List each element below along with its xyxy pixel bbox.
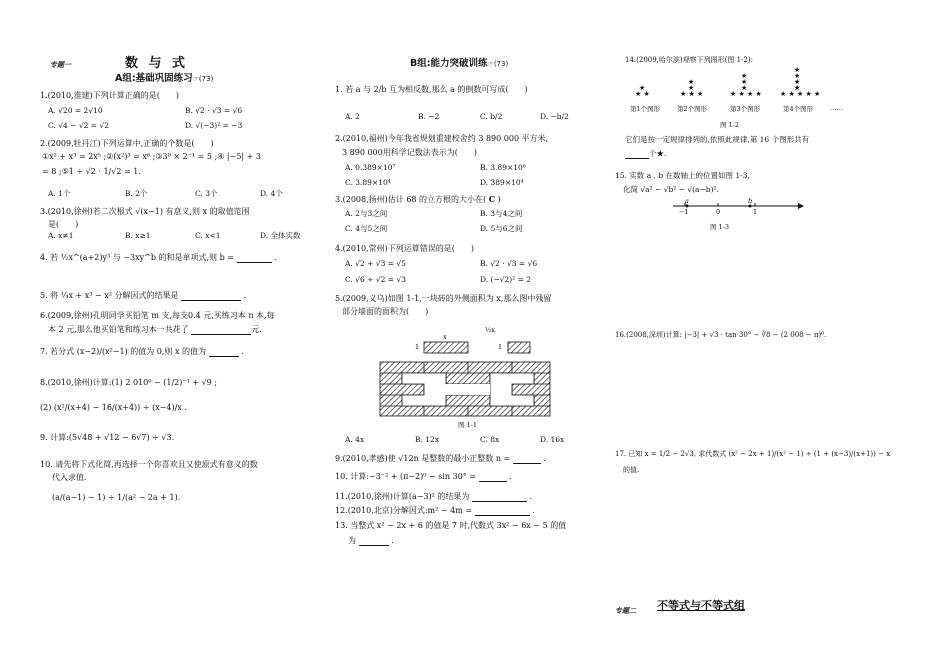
question-16: 16.(2008,深圳)计算: |−3| + √3 · tan 30° − ∛8 − (2 008 − π)⁰. <box>615 331 827 339</box>
ellipsis: …… <box>830 104 843 112</box>
star-figure-label: 第4个图形 <box>783 105 814 113</box>
svg-text:★ ★ ★: ★ ★ ★ <box>680 90 704 98</box>
question-8-part-2: (2) (x²/(x+4) − 16/(x+4)) ÷ (x−4)/x . <box>40 403 187 412</box>
option-c: C. x<1 <box>195 231 221 240</box>
question-2: 2.(2010,福州)今年我省规划重建校舍约 3 890 000 平方米, <box>335 134 549 143</box>
svg-text:★: ★ <box>741 72 748 80</box>
option-d: D. 4个 <box>260 189 283 198</box>
brick-x-label: x <box>443 333 447 341</box>
question-10: 10. 计算:−3⁻² + (π−2)⁰ − sin 30° = . <box>335 472 512 481</box>
section-2-title: 不等式与不等式组 <box>657 599 745 612</box>
question-12: 12.(2010,北京)分解因式:m² − 4m = . <box>335 506 535 515</box>
question-5: 5. 将 ¼x + x³ − x² 分解因式的结果是 . <box>40 291 247 300</box>
question-15: 15. 实数 a , b 在数轴上的位置如图 1-3, <box>615 171 750 180</box>
svg-text:★: ★ <box>794 66 801 74</box>
question-3-line-2: 是( ) <box>48 220 79 229</box>
question-5: 5.(2009,义乌)如图 1-1,一块砖的外侧面积为 x,那么图中残留 <box>335 294 552 303</box>
question-13-line-2: 为 . <box>348 536 394 545</box>
brick-half-label: ½x <box>485 326 495 334</box>
svg-text:★ ★ ★ ★: ★ ★ ★ ★ <box>730 90 762 98</box>
star-pattern-figure <box>630 66 860 106</box>
question-14-line-2: 它们是按一定规律排列的,依照此规律,第 16 个图形共有 <box>625 135 810 144</box>
svg-text:★: ★ <box>741 78 748 86</box>
question-1: 1.(2010,淮建)下列计算正确的是( ) <box>40 91 180 100</box>
question-13: 13. 当整式 x² − 2x + 6 的值是 7 时,代数式 3x² − 6x − 5 的值 <box>335 521 567 530</box>
option-c: C. 3个 <box>195 189 218 198</box>
option-b: B. 12x <box>415 435 440 444</box>
question-17-line-2: 的值. <box>623 466 640 474</box>
option-a: A. 0.389×10⁷ <box>345 163 396 172</box>
option-b: B. √2 · √3 = √6 <box>480 259 538 268</box>
option-d: D. 全体实数 <box>260 231 301 240</box>
option-a: A. 2与3之间 <box>345 209 388 218</box>
option-b: B. x≥1 <box>125 231 151 240</box>
brick-one-label: 1 <box>415 343 420 351</box>
svg-text:★ ★: ★ ★ <box>635 90 650 98</box>
question-10-expression: (a/(a−1) − 1) ÷ 1/(a² − 2a + 1). <box>52 493 181 502</box>
star-figure-label: 第3个图形 <box>730 105 761 113</box>
star-figure-label: 第2个图形 <box>677 105 708 113</box>
figure-caption: 图 1-3 <box>710 223 730 231</box>
svg-text:★ ★ ★ ★ ★: ★ ★ ★ ★ ★ <box>780 90 821 98</box>
option-b: B. 2个 <box>125 189 148 198</box>
question-15-line-2: 化简 √a² − √b² − √(a−b)². <box>623 185 719 194</box>
axis-point-b: b <box>748 197 753 205</box>
question-2-line-2: 3 890 000用科学记数法表示为( ) <box>342 148 477 157</box>
svg-text:★: ★ <box>794 84 801 92</box>
option-b: B. √2 · √3 = √6 <box>185 106 243 115</box>
svg-text:★: ★ <box>688 78 695 86</box>
section-label: 专题一 <box>50 60 71 69</box>
question-9: 9. 计算:(5√48 + √12 − 6√7) ÷ √3. <box>40 433 175 442</box>
option-b: B. 3与4之间 <box>480 209 523 218</box>
question-3: 3.(2008,扬州)估计 68 的立方根的大小在( C ) <box>335 194 501 204</box>
axis-tick-label: 1 <box>753 208 758 216</box>
question-14: 14.(2009,哈尔滨)观察下列图形(图 1-2): <box>625 56 753 64</box>
question-5-line-2: 部分墙面的面积为( ) <box>342 307 429 316</box>
question-9: 9.(2010,孝感)使 √12n 是整数的最小正整数 n = . <box>335 454 546 463</box>
question-4: 4. 若 ½x^(a+2)y³ 与 −3xy^b 的和是单项式,则 b = . <box>40 253 277 262</box>
group-b-title: B组:能力突破训练☞(73) <box>410 58 509 69</box>
figure-caption: 图 1-2 <box>720 121 740 129</box>
option-d: D. 389×10⁴ <box>480 178 524 187</box>
section-label: 专题二 <box>615 606 636 615</box>
question-10: 10. 请先将下式化简,再选择一个你喜欢且又使原式有意义的数 <box>40 460 258 469</box>
option-a: A. 4x <box>345 435 365 444</box>
option-a: A. x≠1 <box>48 231 74 240</box>
question-2-line-3: = 8 ;⑤1 ÷ √2 · 1/√2 = 1. <box>42 167 141 176</box>
question-1: 1. 若 a 与 2/b 互为相反数,那么 a 的倒数可写成( ) <box>335 85 528 94</box>
axis-tick-label: −1 <box>679 208 689 216</box>
axis-point-a: a <box>685 197 689 205</box>
option-d: D. √(−3)² = −3 <box>185 121 243 130</box>
option-a: A. √20 = 2√10 <box>48 106 103 115</box>
question-4: 4.(2010,常州)下列运算错误的是( ) <box>335 244 475 253</box>
svg-text:★: ★ <box>688 84 695 92</box>
question-2: 2.(2009,牡丹江)下列运算中,正确的个数是( ) <box>40 139 214 148</box>
question-17: 17. 已知 x = 1/2 − 2√3, 求代数式 (x² − 2x + 1)/(x² − 1) ÷ (1 + (x−3)/(x+1)) − x <box>615 450 891 458</box>
option-d: D. 16x <box>540 435 565 444</box>
group-a-title: A组:基础巩固练习☞(73) <box>115 73 214 84</box>
svg-text:★: ★ <box>794 72 801 80</box>
question-6-line-2: 本 2 元,那么他买铅笔和练习本一共花了 元. <box>48 325 262 334</box>
option-d: D. −b/2 <box>540 112 569 121</box>
question-6: 6.(2009,徐州)孔明同学买铅笔 m 支,每支0.4 元,买练习本 n 本,每 <box>40 311 275 320</box>
option-c: C. 8x <box>480 435 500 444</box>
question-2-line-2: ①x² + x³ = 2x⁵ ;②(x²)³ = x⁶ ;③3⁰ × 2⁻¹ = 5 ;④ |−5| + 3 <box>42 152 261 161</box>
option-a: A. 1个 <box>48 189 71 198</box>
option-d: D. 5与6之间 <box>480 224 523 233</box>
option-c: C. √6 ÷ √2 = √3 <box>345 275 406 284</box>
option-c: C. √4 − √2 = √2 <box>48 121 109 130</box>
option-b: B. −2 <box>418 112 440 121</box>
question-14-line-3: 个★. <box>625 148 666 159</box>
page-title: 数 与 式 <box>125 56 189 71</box>
answer-mark: C <box>488 194 496 204</box>
option-b: B. 3.89×10⁶ <box>480 163 526 172</box>
question-3: 3.(2010,徐州)若二次根式 √(x−1) 有意义,则 x 的取值范围 <box>40 207 250 216</box>
option-a: A. 2 <box>345 112 360 121</box>
brick-one-label: 1 <box>498 343 503 351</box>
svg-text:★: ★ <box>794 78 801 86</box>
brick-wall-figure <box>330 330 600 430</box>
option-c: C. 4与5之间 <box>345 224 388 233</box>
option-a: A. √2 + √3 = √5 <box>345 259 406 268</box>
option-c: C. b/2 <box>480 112 503 121</box>
question-7: 7. 若分式 (x−2)/(x²−1) 的值为 0,则 x 的值为 . <box>40 347 244 356</box>
question-8: 8.(2010,徐州)计算:(1) 2 010⁰ − (1/2)⁻¹ + √9 ; <box>40 378 218 387</box>
question-11: 11.(2010,徐州)计算(a−3)² 的结果为 . <box>335 492 533 501</box>
figure-caption: 图 1-1 <box>458 421 478 429</box>
number-line-figure <box>673 196 813 216</box>
question-10-line-2: 代入求值. <box>52 473 87 482</box>
option-d: D. (−√2)² = 2 <box>480 275 532 284</box>
svg-text:★: ★ <box>639 84 646 92</box>
svg-text:★: ★ <box>741 84 748 92</box>
option-c: C. 3.89×10⁴ <box>345 178 391 187</box>
star-figure-label: 第1个图形 <box>630 105 661 113</box>
axis-tick-label: 0 <box>716 208 721 216</box>
